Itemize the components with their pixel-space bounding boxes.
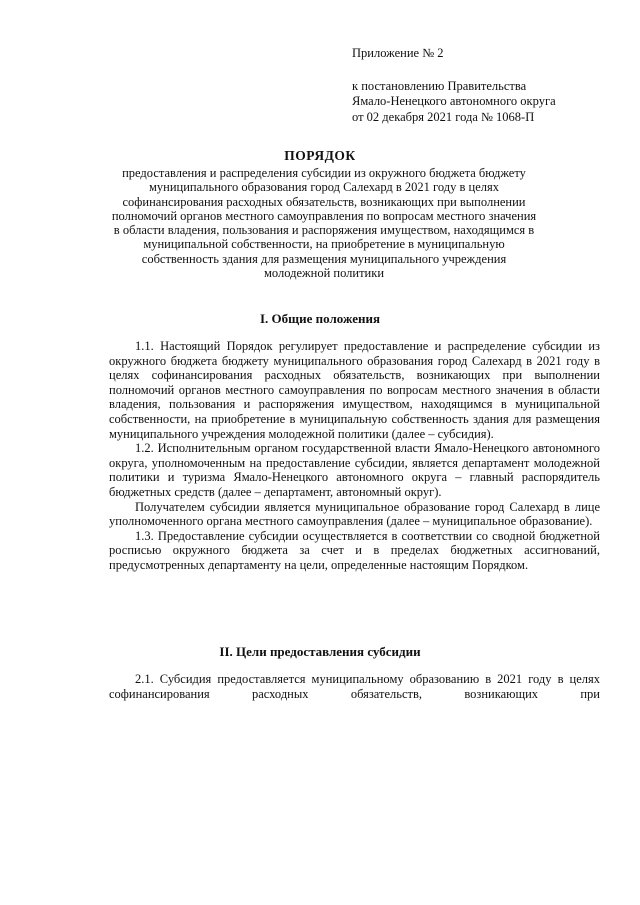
paragraph-1-1: 1.1. Настоящий Порядок регулирует предоставление и распределение субсидии из окружного бюджета бюджету муниципального образования город Салехард в 2021 году в целях софинансирования расходных обязательств, возникающих при выполнении полномочий органов местного самоуправления по вопросам местного значения в области владения, пользования и распоряжения имуществом, находящимся в муниципальной собственности, на приобретение в муниципальную собственность здания для размещения муниципального учреждения молодежной политики (далее – субсидия). [109, 339, 600, 441]
section-1-heading: I. Общие положения [260, 311, 380, 326]
appendix-date-number: от 02 декабря 2021 года № 1068-П [352, 109, 535, 124]
document-subtitle: предоставления и распределения субсидии из окружного бюджета бюджету муниципального образования город Салехард в 2021 году в целях софинансирования расходных обязательств, возникающих при выполнении полномочий органов местного самоуправления по вопросам местного значения в области владения, пользования и распоряжения имуществом, находящимся в муниципальной собственности, на приобретение в муниципальную собственность здания для размещения муниципального учреждения молодежной политики [111, 166, 537, 281]
section-2-heading: II. Цели предоставления субсидии [219, 644, 421, 659]
paragraph-1-3: 1.3. Предоставление субсидии осуществляется в соответствии со сводной бюджетной росписью окружного бюджета за счет и в пределах бюджетных ассигнований, предусмотренных департаменту на цели, определенные настоящим Порядком. [109, 528, 600, 572]
section-2-body [109, 672, 600, 701]
appendix-number: Приложение № 2 [352, 46, 444, 60]
appendix-resolution-ref: к постановлению Правительства [352, 78, 527, 93]
document-title: ПОРЯДОК [284, 148, 356, 163]
paragraph-1-2-recipient: Получателем субсидии является муниципальное образование город Салехард в лице уполномоченного органа местного самоуправления (далее – муниципальное образование). [109, 499, 600, 529]
section-1-body [109, 339, 600, 573]
appendix-government: Ямало-Ненецкого автономного округа [352, 94, 556, 108]
appendix-block [352, 46, 556, 125]
paragraph-1-2: 1.2. Исполнительным органом государственной власти Ямало-Ненецкого автономного округа, уполномоченным на предоставление субсидии, является департамент молодежной политики и туризма Ямало-Ненецкого автономного округа – главный распорядитель бюджетных средств (далее – департамент, автономный округ). [109, 441, 600, 499]
paragraph-2-1: 2.1. Субсидия предоставляется муниципальному образованию в 2021 году в целях софинансирования расходных обязательств, возникающих при [109, 672, 600, 701]
